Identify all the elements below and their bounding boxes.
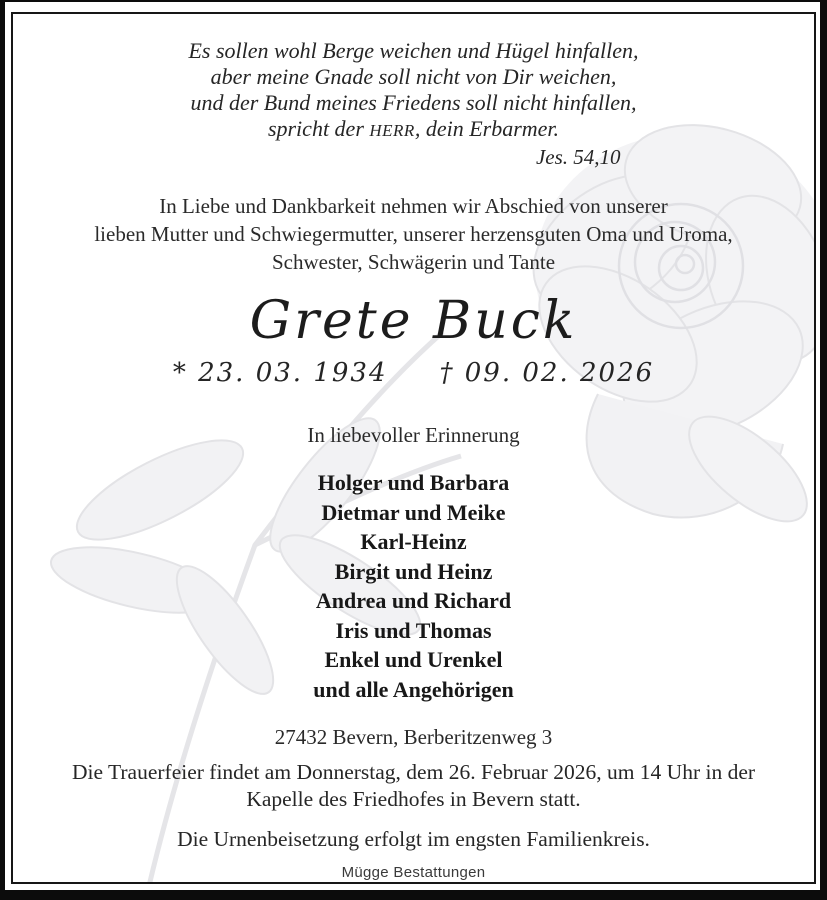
- life-dates: [13, 356, 814, 390]
- quote-line-4: [188, 116, 638, 144]
- intro-paragraph: [13, 192, 814, 276]
- mourner-line: Dietmar und Meike: [321, 499, 506, 525]
- quote-line-4-prefix: spricht der: [267, 116, 370, 141]
- mourner-line: Iris und Thomas: [335, 617, 492, 643]
- mourner-line: Holger und Barbara: [317, 470, 510, 495]
- undertaker-name: Mügge Bestattungen: [341, 864, 486, 881]
- birth-date: * 23. 03. 1934: [172, 358, 388, 388]
- funeral-info: [13, 759, 814, 813]
- quote-line-4-suffix: , dein Erbarmer.: [414, 116, 560, 141]
- scan-edge-top: [0, 0, 827, 2]
- quote-lord-smallcaps: HERR: [369, 121, 415, 140]
- scripture-quote: [188, 38, 638, 170]
- deceased-name: Grete Buck: [249, 291, 578, 351]
- funeral-line-2: Kapelle des Friedhofes in Bevern statt.: [246, 787, 581, 811]
- family-address: 27432 Bevern, Berberitzenweg 3: [274, 725, 553, 749]
- quote-line-2: aber meine Gnade soll nicht von Dir weichen,: [210, 64, 617, 89]
- mourner-line: Birgit und Heinz: [334, 558, 493, 584]
- mourner-line: Karl-Heinz: [360, 529, 467, 554]
- quote-line-3: und der Bund meines Friedens soll nicht hinfallen,: [190, 90, 637, 115]
- mourner-line: Enkel und Urenkel: [324, 647, 503, 672]
- memory-line: In liebevoller Erinnerung: [307, 423, 520, 447]
- notice-content: [13, 14, 814, 882]
- mourners-list: [13, 468, 814, 704]
- notice-frame: [11, 12, 816, 884]
- intro-line-1: In Liebe und Dankbarkeit nehmen wir Abschied von unserer: [159, 194, 668, 218]
- death-date: † 09. 02. 2026: [439, 358, 655, 388]
- intro-line-2: lieben Mutter und Schwiegermutter, unserer herzensguten Oma und Uroma,: [94, 222, 733, 246]
- intro-line-3: Schwester, Schwägerin und Tante: [271, 250, 556, 274]
- mourner-line: und alle Angehörigen: [313, 676, 514, 702]
- urn-burial-info: Die Urnenbeisetzung erfolgt im engsten Familienkreis.: [177, 827, 650, 851]
- mourner-line: Andrea und Richard: [315, 588, 512, 613]
- scripture-citation: Jes. 54,10: [535, 145, 621, 169]
- scan-edge-bottom: [0, 890, 827, 900]
- quote-line-1: Es sollen wohl Berge weichen und Hügel hinfallen,: [188, 38, 639, 63]
- scan-edge-left: [0, 0, 5, 900]
- funeral-line-1: Die Trauerfeier findet am Donnerstag, dem 26. Februar 2026, um 14 Uhr in der: [71, 760, 756, 784]
- scan-edge-right: [820, 0, 827, 900]
